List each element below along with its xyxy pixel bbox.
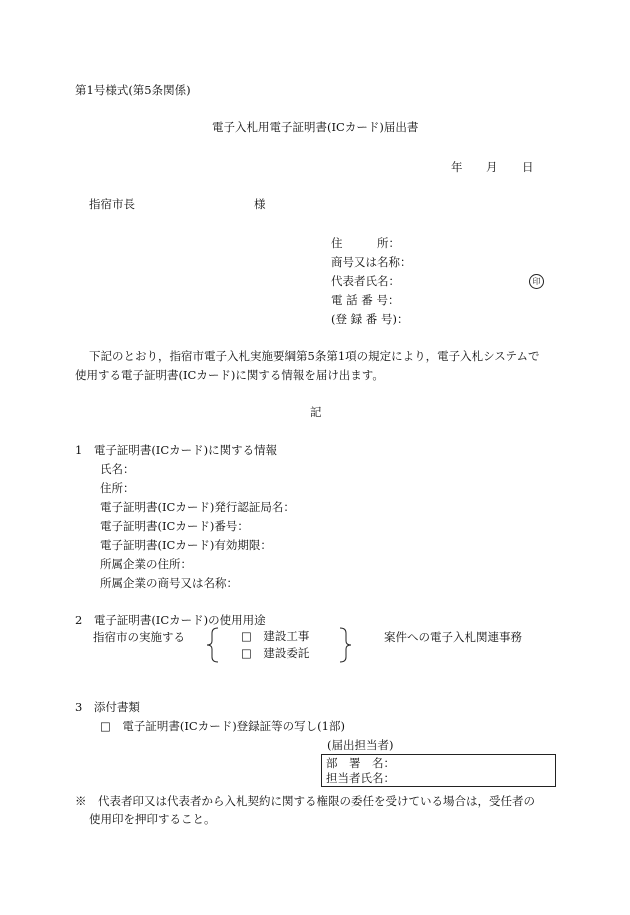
section-2-heading: 2 電子証明書(ICカード)の使用用途 xyxy=(75,613,266,627)
right-brace xyxy=(338,627,352,663)
usage-option-consignment[interactable]: □ 建設委託 xyxy=(241,646,310,660)
representative-label: 代表者氏名： xyxy=(331,274,400,288)
usage-prefix: 指宿市の実施する xyxy=(93,630,185,644)
section-1-item: 所属企業の商号又は名称： xyxy=(100,576,238,590)
phone-label: 電 話 番 号： xyxy=(331,293,400,307)
section-3-heading: 3 添付書類 xyxy=(75,700,140,714)
section-1-item: 電子証明書(ICカード)番号： xyxy=(100,519,249,533)
section-1-item: 住所： xyxy=(100,481,135,495)
section-1-item: 所属企業の住所： xyxy=(100,557,192,571)
attachment-item[interactable]: □ 電子証明書(ICカード)登録証等の写し(1部) xyxy=(100,719,345,733)
document-title: 電子入札用電子証明書(ICカード)届出書 xyxy=(212,120,419,134)
addressee-honorific: 様 xyxy=(254,197,266,211)
intro-line-1: 下記のとおり，指宿市電子入札実施要綱第5条第1項の規定により，電子入札システムで xyxy=(89,349,540,363)
ki-heading: 記 xyxy=(310,405,322,419)
seal-mark: 印 xyxy=(529,274,544,289)
note-line-2: 使用印を押印すること。 xyxy=(89,812,216,826)
date-year: 年 xyxy=(451,160,463,174)
usage-option-construction[interactable]: □ 建設工事 xyxy=(241,629,310,643)
date-day: 日 xyxy=(522,160,534,174)
addressee-name: 指宿市長 xyxy=(89,197,135,211)
contact-heading: (届出担当者) xyxy=(327,738,394,752)
left-brace xyxy=(206,627,220,663)
usage-suffix: 案件への電子入札関連事務 xyxy=(384,630,522,644)
date-month: 月 xyxy=(486,160,498,174)
form-number: 第1号様式(第5条関係) xyxy=(75,83,191,97)
registration-label: (登 録 番 号)： xyxy=(331,312,409,326)
note-line-1: ※ 代表者印又は代表者から入札契約に関する権限の委任を受けている場合は，受任者の xyxy=(75,794,535,808)
company-label: 商号又は名称： xyxy=(331,255,412,269)
section-1-item: 電子証明書(ICカード)発行認証局名： xyxy=(100,500,295,514)
department-label: 部 署 名： xyxy=(326,756,395,770)
person-label: 担当者氏名： xyxy=(326,771,395,785)
address-label: 住 所： xyxy=(331,236,400,250)
intro-line-2: 使用する電子証明書(ICカード)に関する情報を届け出ます。 xyxy=(75,368,384,382)
section-1-heading: 1 電子証明書(ICカード)に関する情報 xyxy=(75,443,278,457)
section-1-item: 氏名： xyxy=(100,462,135,476)
section-1-item: 電子証明書(ICカード)有効期限： xyxy=(100,538,272,552)
